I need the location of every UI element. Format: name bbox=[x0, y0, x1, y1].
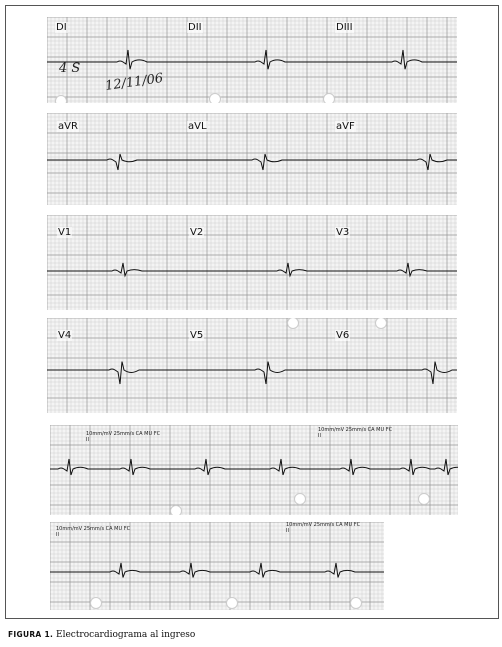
punch-hole bbox=[209, 93, 221, 103]
lead-label-avr: aVR bbox=[58, 121, 78, 132]
ecg-trace bbox=[47, 215, 457, 310]
strip-settings-text: 10mm/mV 25mm/s CA MU FC bbox=[56, 526, 131, 532]
lead-label-v5: V5 bbox=[190, 330, 204, 341]
caption-text: Electrocardiograma al ingreso bbox=[56, 630, 196, 640]
figure-caption bbox=[8, 630, 195, 640]
ecg-panel-precordial-v1-v3 bbox=[47, 215, 457, 310]
strip-settings-text: 10mm/mV 25mm/s CA MU FC bbox=[318, 427, 393, 433]
punch-hole bbox=[418, 493, 430, 505]
ecg-trace bbox=[50, 425, 458, 515]
handwritten-date: 12/11/06 bbox=[104, 71, 165, 94]
ecg-trace bbox=[47, 113, 457, 205]
lead-label-v3: V3 bbox=[336, 227, 350, 238]
punch-hole bbox=[226, 597, 238, 609]
lead-label-dii: DII bbox=[188, 22, 202, 33]
lead-label-diii: DIII bbox=[336, 22, 353, 33]
strip-lead-code: II bbox=[56, 532, 59, 538]
ecg-trace bbox=[47, 318, 457, 413]
rhythm-strip-1 bbox=[50, 425, 458, 515]
handwritten-note: 4 S bbox=[59, 61, 81, 76]
punch-hole bbox=[350, 597, 362, 609]
lead-label-v1: V1 bbox=[58, 227, 72, 238]
strip-lead-code: II bbox=[318, 433, 321, 439]
lead-label-di: DI bbox=[56, 22, 67, 33]
ecg-trace bbox=[50, 522, 384, 610]
strip-settings-text: 10mm/mV 25mm/s CA MU FC bbox=[286, 522, 361, 528]
strip-settings-text: 10mm/mV 25mm/s CA MU FC bbox=[86, 431, 161, 437]
strip-lead-code: II bbox=[86, 437, 89, 443]
ecg-panel-augmented-leads bbox=[47, 113, 457, 205]
punch-hole bbox=[170, 505, 182, 515]
strip-lead-code: II bbox=[286, 528, 289, 534]
lead-label-v4: V4 bbox=[58, 330, 72, 341]
punch-hole bbox=[55, 95, 67, 103]
punch-hole bbox=[294, 493, 306, 505]
punch-hole bbox=[323, 93, 335, 103]
punch-hole bbox=[90, 597, 102, 609]
lead-label-avl: aVL bbox=[188, 121, 207, 132]
caption-label: FIGURA 1. bbox=[8, 630, 54, 639]
ecg-panel-precordial-v4-v6 bbox=[47, 318, 457, 413]
rhythm-strip-2 bbox=[50, 522, 384, 610]
lead-label-v2: V2 bbox=[190, 227, 204, 238]
ecg-panel-limb-leads bbox=[47, 17, 457, 103]
lead-label-v6: V6 bbox=[336, 330, 350, 341]
lead-label-avf: aVF bbox=[336, 121, 355, 132]
